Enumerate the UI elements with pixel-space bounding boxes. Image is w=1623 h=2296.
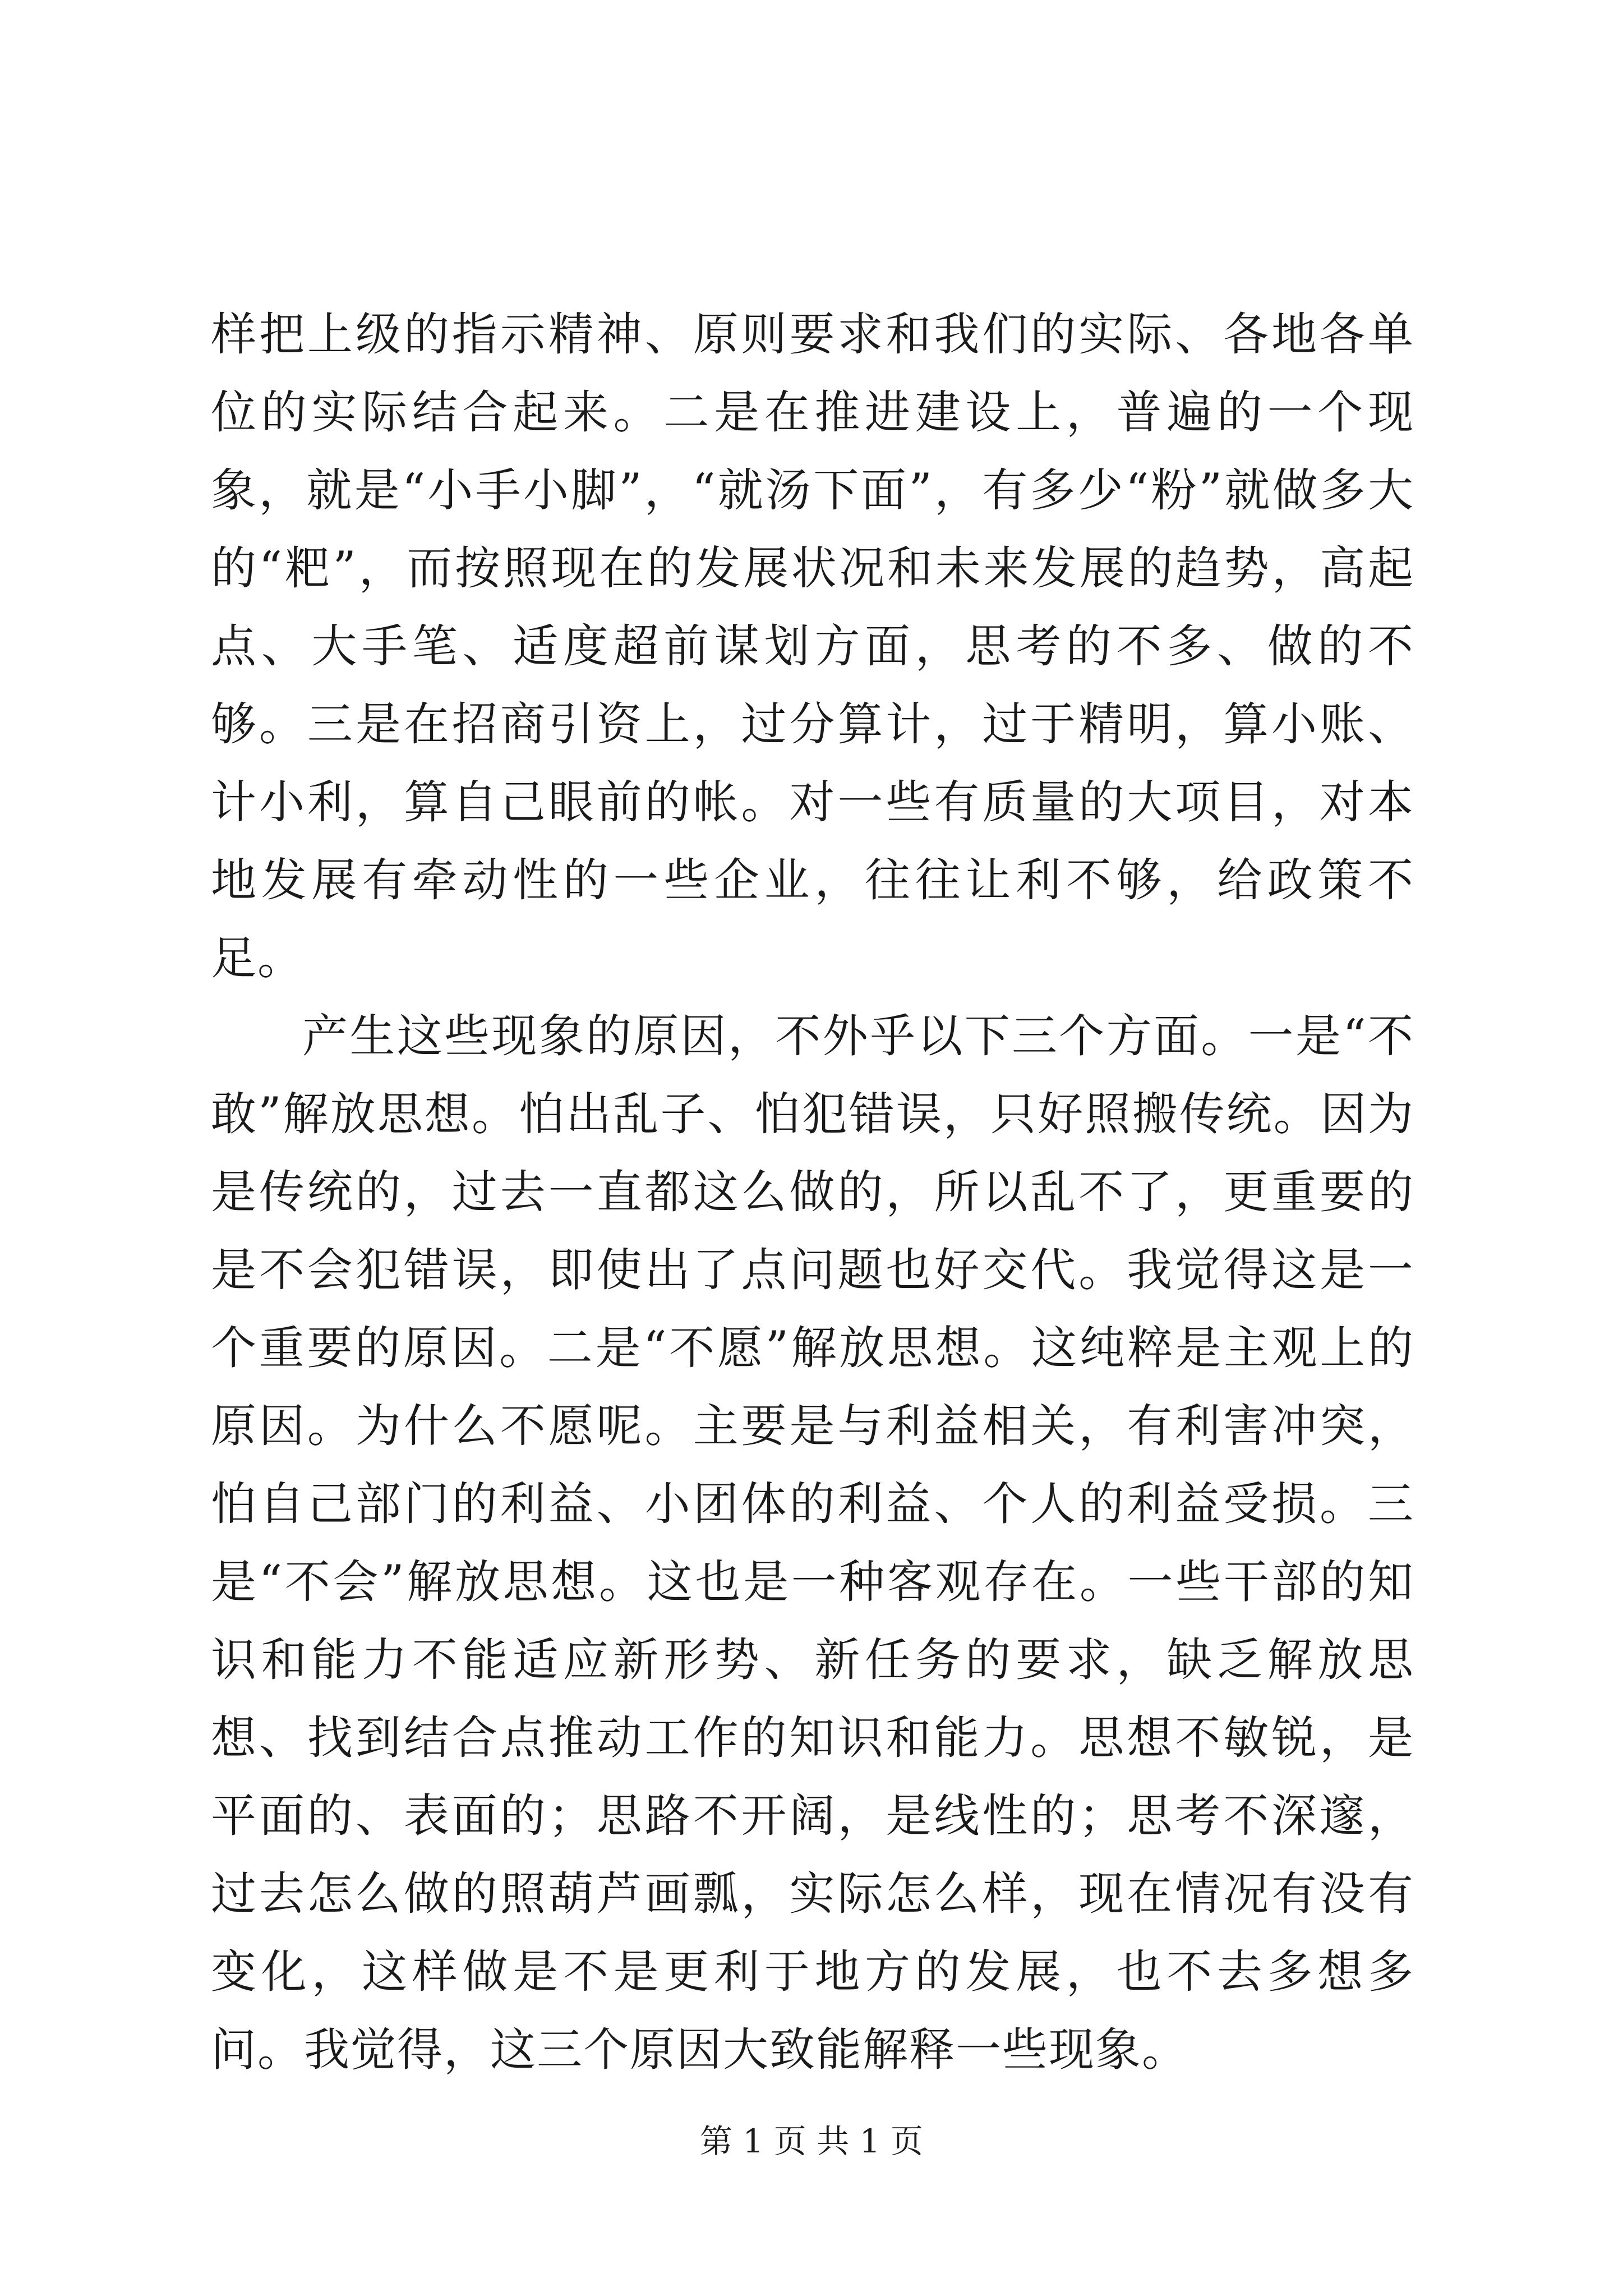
- page-footer: 第 1 页 共 1 页: [700, 2122, 923, 2160]
- paragraph-1: 样把上级的指示精神、原则要求和我们的实际、各地各单位的实际结合起来。二是在推进建设上，普遍的一个现象，就是“小手小脚”，“就汤下面”，有多少“粉”就做多大的“粑”，而按照现在的发展状况和未来发展的趋势，高起点、大手笔、适度超前谋划方面，思考的不多、做的不够。三是在招商引资上，过分算计，过于精明，算小账、计小利，算自己眼前的帐。对一些有质量的大项目，对本地发展有牵动性的一些企业，往往让利不够，给政策不足。: [211, 309, 1414, 985]
- document-body: [211, 296, 1414, 2090]
- paragraph-2: 产生这些现象的原因，不外乎以下三个方面。一是“不敢”解放思想。怕出乱子、怕犯错误，只好照搬传统。因为是传统的，过去一直都这么做的，所以乱不了，更重要的是不会犯错误，即使出了点问题也好交代。我觉得这是一个重要的原因。二是“不愿”解放思想。这纯粹是主观上的原因。为什么不愿呢。主要是与利益相关，有利害冲突，怕自己部门的利益、小团体的利益、个人的利益受损。三是“不会”解放思想。这也是一种客观存在。一些干部的知识和能力不能适应新形势、新任务的要求，缺乏解放思想、找到结合点推动工作的知识和能力。思想不敏锐，是平面的、表面的；思路不开阔，是线性的；思考不深邃，过去怎么做的照葫芦画瓢，实际怎么样，现在情况有没有变化，这样做是不是更利于地方的发展，也不去多想多问。我觉得，这三个原因大致能解释一些现象。: [211, 1010, 1414, 2077]
